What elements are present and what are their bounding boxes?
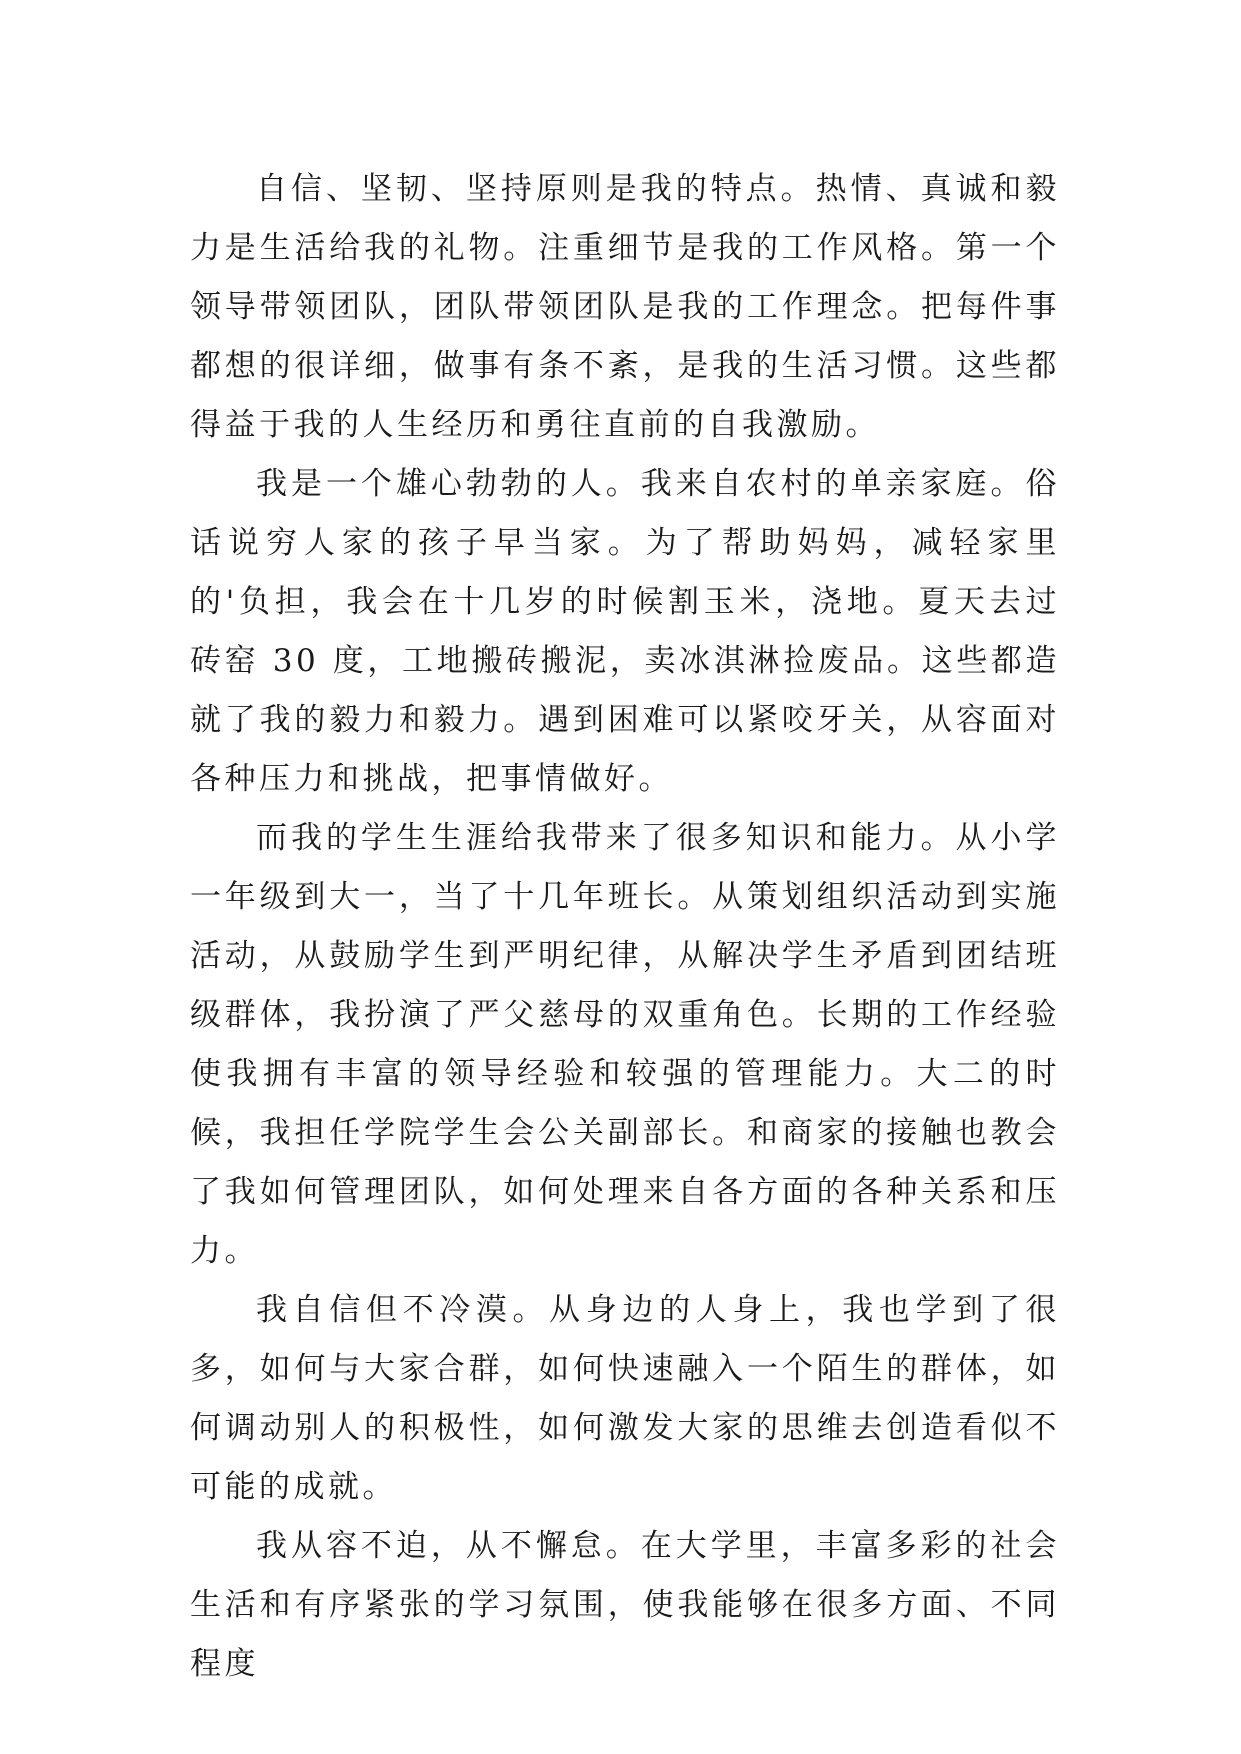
paragraph-4: 我自信但不冷漠。从身边的人身上，我也学到了很多，如何与大家合群，如何快速融入一个陌生的群体，如何调动别人的积极性，如何激发大家的思维去创造看似不可能的成就。 xyxy=(190,1292,1060,1505)
paragraph-1: 自信、坚韧、坚持原则是我的特点。热情、真诚和毅力是生活给我的礼物。注重细节是我的工作风格。第一个领导带领团队，团队带领团队是我的工作理念。把每件事都想的很详细，做事有条不紊，是我的生活习惯。这些都得益于我的人生经历和勇往直前的自我激励。 xyxy=(190,171,1060,443)
paragraph-3: 而我的学生生涯给我带来了很多知识和能力。从小学一年级到大一，当了十几年班长。从策划组织活动到实施活动，从鼓励学生到严明纪律，从解决学生矛盾到团结班级群体，我扮演了严父慈母的双重角色。长期的工作经验使我拥有丰富的领导经验和较强的管理能力。大二的时候，我担任学院学生会公关副部长。和商家的接触也教会了我如何管理团队，如何处理来自各方面的各种关系和压力。 xyxy=(190,820,1060,1269)
paragraph-5: 我从容不迫，从不懈怠。在大学里，丰富多彩的社会生活和有序紧张的学习氛围，使我能够在很多方面、不同程度 xyxy=(190,1528,1060,1682)
paragraph-2: 我是一个雄心勃勃的人。我来自农村的单亲家庭。俗话说穷人家的孩子早当家。为了帮助妈妈，减轻家里的'负担，我会在十几岁的时候割玉米，浇地。夏天去过砖窑 30 度，工地搬砖搬泥，卖冰淇淋捡废品。这些都造就了我的毅力和毅力。遇到困难可以紧咬牙关，从容面对各种压力和挑战，把事情做好。 xyxy=(190,466,1060,797)
document-body xyxy=(190,160,1060,1694)
